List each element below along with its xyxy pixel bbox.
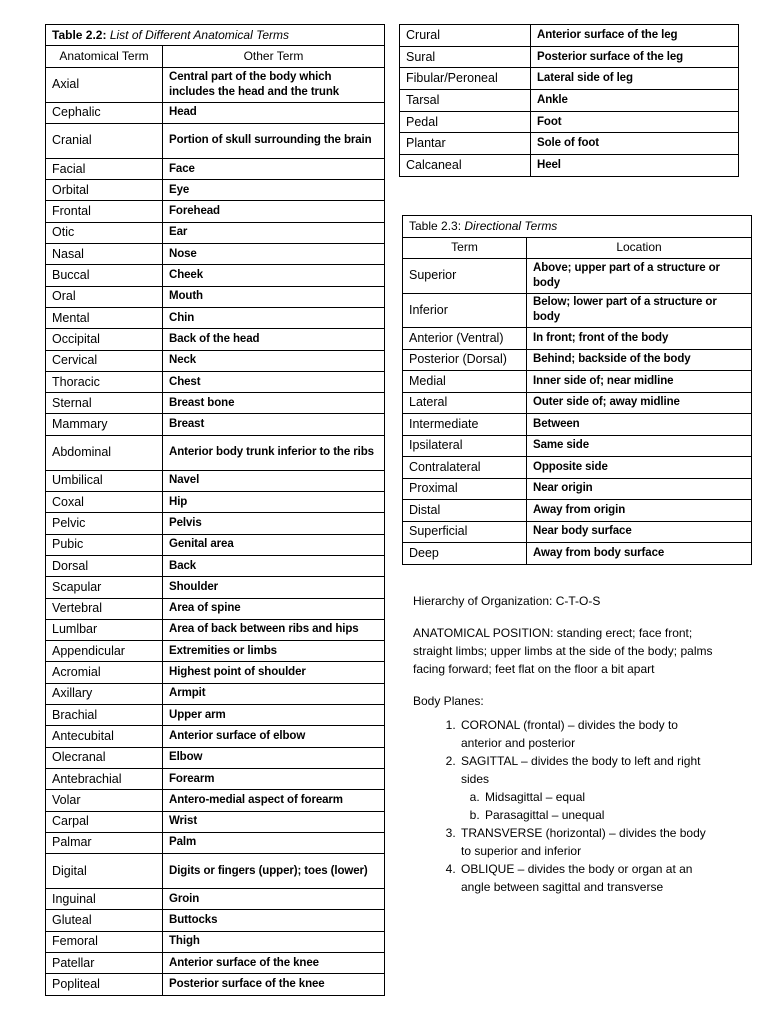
term-cell: Plantar [400,133,531,155]
table-row [46,705,385,726]
definition-cell: Ankle [531,90,739,112]
term-cell: Digital [46,854,163,889]
term-cell: Popliteal [46,974,163,995]
term-cell: Nasal [46,244,163,265]
table-row [46,307,385,328]
term-cell: Umbilical [46,470,163,491]
table-caption: Table 2.3: Directional Terms [403,216,752,238]
term-cell: Pedal [400,111,531,133]
definition-cell: Sole of foot [531,133,739,155]
definition-cell: Breast [163,414,385,435]
definition-cell: Wrist [163,811,385,832]
body-planes-heading: Body Planes: [413,694,484,708]
term-cell: Sternal [46,393,163,414]
list-item: 4. OBLIQUE – divides the body or organ at an angle between sagittal and transverse [459,860,713,896]
definition-cell: Central part of the body which includes the head and the trunk [163,67,385,102]
table-row [400,133,739,155]
list-item: 3. TRANSVERSE (horizontal) – divides the body to superior and inferior [459,824,713,860]
table-row [403,293,752,328]
definition-cell: Between [527,414,752,436]
table-row [46,513,385,534]
definition-cell: Opposite side [527,457,752,479]
table-row [46,952,385,973]
definition-cell: Elbow [163,747,385,768]
definition-cell: Digits or fingers (upper); toes (lower) [163,854,385,889]
table-row [403,414,752,436]
table-row [403,543,752,565]
column-header: Term [403,237,527,259]
table-row [403,500,752,522]
definition-cell: Thigh [163,931,385,952]
table-row [46,180,385,201]
column-header: Other Term [163,46,385,67]
definition-cell: Cheek [163,265,385,286]
definition-cell: Eye [163,180,385,201]
term-cell: Mental [46,307,163,328]
table-row [46,790,385,811]
table-row [46,683,385,704]
table-body [403,259,752,565]
term-cell: Coxal [46,492,163,513]
table-row [46,811,385,832]
definition-cell: Pelvis [163,513,385,534]
table-row [46,747,385,768]
term-cell: Olecranal [46,747,163,768]
table-row [46,222,385,243]
term-cell: Antebrachial [46,768,163,789]
table-row [403,457,752,479]
definition-cell: In front; front of the body [527,328,752,350]
term-cell: Intermediate [403,414,527,436]
term-cell: Dorsal [46,555,163,576]
table-row [400,68,739,90]
term-cell: Calcaneal [400,155,531,177]
table-row [403,328,752,350]
table-row [46,286,385,307]
definition-cell: Face [163,158,385,179]
term-cell: Gluteal [46,910,163,931]
table-row [403,392,752,414]
table-row [403,478,752,500]
definition-cell: Antero-medial aspect of forearm [163,790,385,811]
term-cell: Otic [46,222,163,243]
definition-cell: Back of the head [163,329,385,350]
table-row [400,46,739,68]
table-row [46,201,385,222]
definition-cell: Forearm [163,768,385,789]
anatomical-terms-table-continued [399,24,739,177]
table-row [403,371,752,393]
term-cell: Superior [403,259,527,294]
table-row [46,619,385,640]
definition-cell: Highest point of shoulder [163,662,385,683]
table-row [400,155,739,177]
table-row [46,414,385,435]
table-row [46,598,385,619]
term-cell: Ipsilateral [403,435,527,457]
anatomical-terms-table [45,24,385,996]
term-cell: Frontal [46,201,163,222]
table-row [46,158,385,179]
term-cell: Scapular [46,577,163,598]
definition-cell: Same side [527,435,752,457]
definition-cell: Outer side of; away midline [527,392,752,414]
definition-cell: Extremities or limbs [163,641,385,662]
definition-cell: Heel [531,155,739,177]
definition-cell: Nose [163,244,385,265]
table-row [400,111,739,133]
term-cell: Buccal [46,265,163,286]
term-cell: Vertebral [46,598,163,619]
table-row [46,350,385,371]
term-cell: Femoral [46,931,163,952]
term-cell: Inguinal [46,889,163,910]
directional-terms-table [402,215,752,565]
term-cell: Mammary [46,414,163,435]
term-cell: Occipital [46,329,163,350]
list-item: a. Midsagittal – equal [483,788,713,806]
definition-cell: Posterior surface of the leg [531,46,739,68]
term-cell: Inferior [403,293,527,328]
definition-cell: Portion of skull surrounding the brain [163,123,385,158]
term-cell: Pubic [46,534,163,555]
table-row [46,931,385,952]
term-cell: Axial [46,67,163,102]
table-row [400,25,739,47]
term-cell: Volar [46,790,163,811]
table-row [403,435,752,457]
definition-cell: Lateral side of leg [531,68,739,90]
table-row [46,641,385,662]
term-cell: Sural [400,46,531,68]
column-header: Anatomical Term [46,46,163,67]
definition-cell: Buttocks [163,910,385,931]
term-cell: Anterior (Ventral) [403,328,527,350]
table-row [403,521,752,543]
definition-cell: Groin [163,889,385,910]
table-row [46,102,385,123]
term-cell: Patellar [46,952,163,973]
table-row [46,393,385,414]
term-cell: Lumlbar [46,619,163,640]
table-row [46,67,385,102]
table-row [46,889,385,910]
term-cell: Abdominal [46,435,163,470]
table-row [46,371,385,392]
table-body [46,67,385,995]
hierarchy-text: Hierarchy of Organization: C-T-O-S [413,594,601,608]
definition-cell: Back [163,555,385,576]
term-cell: Facial [46,158,163,179]
definition-cell: Anterior surface of the leg [531,25,739,47]
definition-cell: Inner side of; near midline [527,371,752,393]
definition-cell: Anterior surface of the knee [163,952,385,973]
list-item: b. Parasagittal – unequal [483,806,713,824]
definition-cell: Hip [163,492,385,513]
term-cell: Antecubital [46,726,163,747]
definition-cell: Behind; backside of the body [527,349,752,371]
sagittal-sublist [461,788,713,824]
table-row [46,910,385,931]
term-cell: Cervical [46,350,163,371]
term-cell: Palmar [46,832,163,853]
term-cell: Distal [403,500,527,522]
table-row [46,329,385,350]
definition-cell: Near body surface [527,521,752,543]
table-row [46,492,385,513]
term-cell: Posterior (Dorsal) [403,349,527,371]
definition-cell: Area of back between ribs and hips [163,619,385,640]
term-cell: Brachial [46,705,163,726]
term-cell: Axillary [46,683,163,704]
definition-cell: Area of spine [163,598,385,619]
anatomical-position-text: ANATOMICAL POSITION: standing erect; face front; straight limbs; upper limbs at the side of the body; palms facing forward; feet flat on the floor a bit apart [413,626,713,676]
definition-cell: Chin [163,307,385,328]
definition-cell: Anterior surface of elbow [163,726,385,747]
notes-section [413,592,713,896]
table-row [46,534,385,555]
definition-cell: Genital area [163,534,385,555]
definition-cell: Ear [163,222,385,243]
table-row [400,90,739,112]
term-cell: Proximal [403,478,527,500]
table-row [46,123,385,158]
term-cell: Carpal [46,811,163,832]
term-cell: Acromial [46,662,163,683]
definition-cell: Armpit [163,683,385,704]
definition-cell: Neck [163,350,385,371]
definition-cell: Forehead [163,201,385,222]
table-row [46,832,385,853]
term-cell: Superficial [403,521,527,543]
table-row [46,768,385,789]
definition-cell: Below; lower part of a structure or body [527,293,752,328]
table-row [46,244,385,265]
definition-cell: Breast bone [163,393,385,414]
definition-cell: Head [163,102,385,123]
definition-cell: Above; upper part of a structure or body [527,259,752,294]
term-cell: Lateral [403,392,527,414]
term-cell: Tarsal [400,90,531,112]
term-cell: Deep [403,543,527,565]
table-row [46,726,385,747]
definition-cell: Anterior body trunk inferior to the ribs [163,435,385,470]
definition-cell: Palm [163,832,385,853]
definition-cell: Near origin [527,478,752,500]
definition-cell: Shoulder [163,577,385,598]
table-caption: Table 2.2: List of Different Anatomical Terms [46,25,385,46]
term-cell: Medial [403,371,527,393]
term-cell: Cephalic [46,102,163,123]
table-row [46,854,385,889]
table-row [46,265,385,286]
definition-cell: Navel [163,470,385,491]
definition-cell: Mouth [163,286,385,307]
list-item: 2. SAGITTAL – divides the body to left and right sides a. Midsagittal – equal b. Parasagittal – unequal [459,752,713,824]
list-item: 1. CORONAL (frontal) – divides the body to anterior and posterior [459,716,713,752]
definition-cell: Chest [163,371,385,392]
term-cell: Fibular/Peroneal [400,68,531,90]
table-row [46,662,385,683]
term-cell: Contralateral [403,457,527,479]
definition-cell: Foot [531,111,739,133]
term-cell: Pelvic [46,513,163,534]
definition-cell: Away from body surface [527,543,752,565]
definition-cell: Away from origin [527,500,752,522]
term-cell: Appendicular [46,641,163,662]
table-row [46,435,385,470]
table-row [46,555,385,576]
column-header: Location [527,237,752,259]
table-body [400,25,739,177]
table-row [403,259,752,294]
term-cell: Oral [46,286,163,307]
table-row [46,974,385,995]
table-row [46,577,385,598]
table-row [46,470,385,491]
term-cell: Cranial [46,123,163,158]
term-cell: Crural [400,25,531,47]
term-cell: Orbital [46,180,163,201]
body-planes-list [413,716,713,896]
table-row [403,349,752,371]
definition-cell: Upper arm [163,705,385,726]
term-cell: Thoracic [46,371,163,392]
definition-cell: Posterior surface of the knee [163,974,385,995]
